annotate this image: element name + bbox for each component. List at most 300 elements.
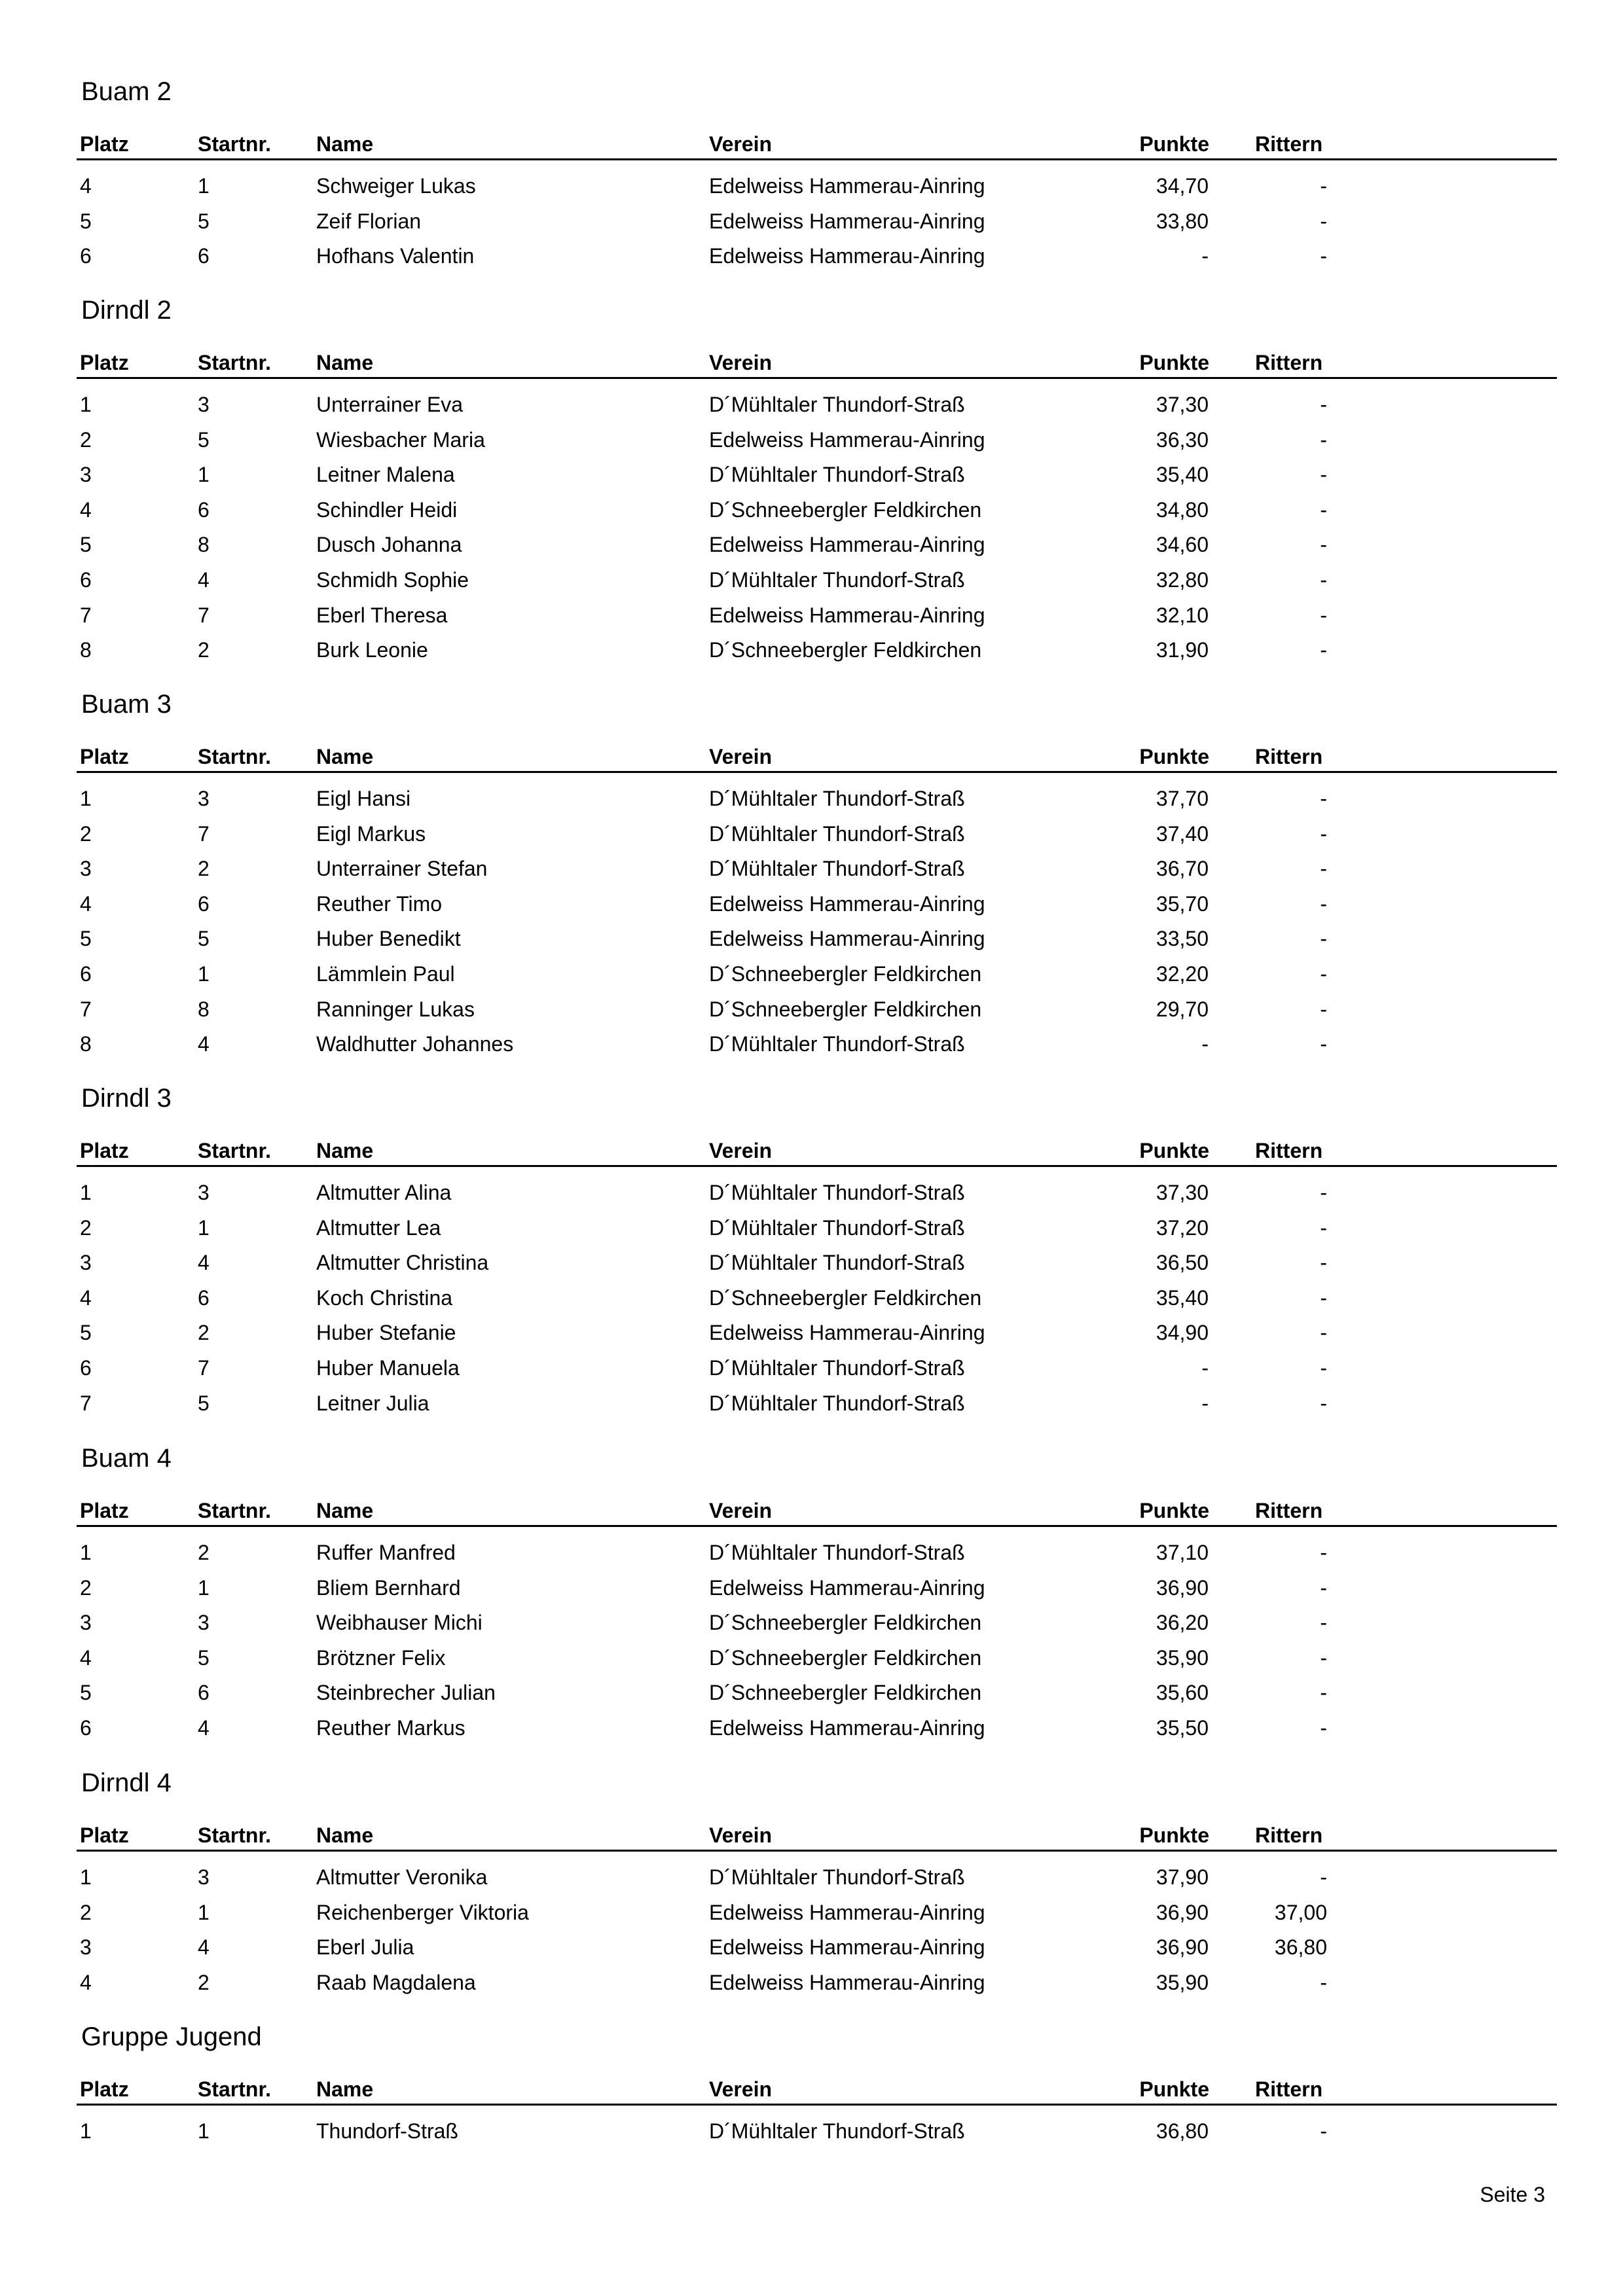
punkte-cell: 35,90: [1156, 1970, 1209, 1994]
verein-cell: Edelweiss Hammerau-Ainring: [709, 1970, 985, 1994]
table-row: [0, 461, 1623, 497]
rittern-cell: -: [1320, 1645, 1327, 1670]
punkte-cell: 36,80: [1156, 2119, 1209, 2143]
verein-cell: D´Mühltaler Thundorf-Straß: [709, 1541, 965, 1564]
punkte-cell: 35,50: [1156, 1715, 1209, 1740]
verein-cell: D´Mühltaler Thundorf-Straß: [709, 393, 965, 416]
name-cell: Altmutter Alina: [316, 1181, 452, 1204]
startnr-cell: 1: [198, 1900, 210, 1924]
column-header-verein: Verein: [709, 1823, 773, 1847]
rittern-cell: -: [1320, 961, 1327, 986]
punkte-cell: 34,80: [1156, 497, 1209, 522]
table-row: [0, 785, 1623, 821]
platz-cell: 3: [80, 1251, 92, 1275]
table-row: [0, 821, 1623, 856]
platz-cell: 5: [80, 927, 92, 951]
column-header-punkte: Punkte: [1139, 1139, 1209, 1162]
column-header-platz: Platz: [80, 132, 129, 156]
rittern-cell: -: [1320, 787, 1327, 810]
verein-cell: D´Mühltaler Thundorf-Straß: [709, 1251, 965, 1275]
column-header-name: Name: [316, 1499, 374, 1522]
rittern-cell: -: [1320, 821, 1327, 846]
rittern-cell: -: [1320, 927, 1327, 951]
platz-cell: 4: [80, 891, 92, 916]
rittern-cell: -: [1320, 1681, 1327, 1705]
table-row: [0, 1934, 1623, 1969]
verein-cell: D´Schneebergler Feldkirchen: [709, 638, 982, 662]
verein-cell: D´Mühltaler Thundorf-Straß: [709, 787, 965, 810]
punkte-cell: 36,30: [1156, 427, 1209, 452]
column-header-punkte: Punkte: [1139, 2077, 1209, 2101]
name-cell: Eberl Julia: [316, 1935, 414, 1960]
table-row: [0, 1609, 1623, 1645]
punkte-cell: 37,90: [1156, 1865, 1209, 1889]
verein-cell: D´Mühltaler Thundorf-Straß: [709, 1355, 965, 1380]
platz-cell: 3: [80, 1935, 92, 1960]
startnr-cell: 2: [198, 1321, 210, 1345]
punkte-cell: 35,70: [1156, 891, 1209, 916]
column-header-punkte: Punkte: [1139, 1823, 1209, 1847]
header-divider: [77, 2104, 1557, 2106]
rittern-cell: -: [1320, 393, 1327, 416]
platz-cell: 6: [80, 567, 92, 592]
column-header-startnr: Startnr.: [198, 1499, 272, 1522]
column-header-punkte: Punkte: [1139, 132, 1209, 156]
column-header-verein: Verein: [709, 351, 773, 374]
punkte-cell: 32,10: [1156, 603, 1209, 627]
startnr-cell: 5: [198, 209, 210, 233]
punkte-cell: 33,50: [1156, 927, 1209, 951]
rittern-cell: -: [1320, 463, 1327, 487]
name-cell: Huber Manuela: [316, 1355, 460, 1380]
column-header-platz: Platz: [80, 1823, 129, 1847]
rittern-cell: -: [1320, 1391, 1327, 1415]
table-row: [0, 891, 1623, 926]
table-row: [0, 567, 1623, 602]
column-header-verein: Verein: [709, 132, 773, 156]
column-header-startnr: Startnr.: [198, 132, 272, 156]
punkte-cell: 36,20: [1156, 1611, 1209, 1635]
startnr-cell: 7: [198, 1355, 210, 1380]
table-header: [0, 1138, 1623, 1164]
startnr-cell: 3: [198, 1865, 210, 1889]
startnr-cell: 1: [198, 1575, 210, 1600]
column-header-punkte: Punkte: [1139, 745, 1209, 768]
verein-cell: Edelweiss Hammerau-Ainring: [709, 174, 985, 198]
platz-cell: 8: [80, 638, 92, 662]
name-cell: Burk Leonie: [316, 638, 428, 662]
punkte-cell: 34,70: [1156, 174, 1209, 198]
table-row: [0, 173, 1623, 208]
table-row: [0, 1319, 1623, 1355]
table-row: [0, 243, 1623, 278]
platz-cell: 6: [80, 1355, 92, 1380]
column-header-verein: Verein: [709, 1499, 773, 1522]
startnr-cell: 3: [198, 1181, 210, 1204]
name-cell: Unterrainer Stefan: [316, 857, 488, 881]
table-body: [0, 1864, 1623, 2004]
table-header: [0, 1822, 1623, 1848]
column-header-verein: Verein: [709, 1139, 773, 1162]
name-cell: Schweiger Lukas: [316, 174, 476, 198]
table-row: [0, 1715, 1623, 1750]
punkte-cell: 33,80: [1156, 209, 1209, 233]
table-row: [0, 637, 1623, 672]
section-title: Buam 3: [81, 690, 172, 719]
name-cell: Unterrainer Eva: [316, 393, 464, 416]
rittern-cell: -: [1320, 1575, 1327, 1600]
startnr-cell: 5: [198, 927, 210, 951]
rittern-cell: -: [1320, 244, 1327, 268]
table-row: [0, 1864, 1623, 1899]
rittern-cell: -: [1320, 1032, 1327, 1056]
startnr-cell: 4: [198, 1251, 210, 1275]
platz-cell: 1: [80, 1541, 92, 1564]
platz-cell: 2: [80, 821, 92, 846]
punkte-cell: 37,20: [1156, 1215, 1209, 1240]
name-cell: Thundorf-Straß: [316, 2119, 458, 2143]
section-title: Dirndl 2: [81, 296, 172, 325]
punkte-cell: 35,60: [1156, 1681, 1209, 1705]
table-row: [0, 961, 1623, 996]
verein-cell: Edelweiss Hammerau-Ainring: [709, 1575, 985, 1600]
platz-cell: 2: [80, 1575, 92, 1600]
verein-cell: D´Mühltaler Thundorf-Straß: [709, 463, 965, 487]
table-header: [0, 744, 1623, 770]
name-cell: Waldhutter Johannes: [316, 1032, 514, 1056]
punkte-cell: -: [1201, 1355, 1209, 1380]
punkte-cell: 37,10: [1156, 1541, 1209, 1564]
verein-cell: D´Mühltaler Thundorf-Straß: [709, 1215, 965, 1240]
table-row: [0, 1390, 1623, 1426]
rittern-cell: -: [1320, 1215, 1327, 1240]
table-row: [0, 602, 1623, 637]
column-header-startnr: Startnr.: [198, 1139, 272, 1162]
name-cell: Bliem Bernhard: [316, 1575, 461, 1600]
name-cell: Koch Christina: [316, 1285, 453, 1310]
verein-cell: D´Mühltaler Thundorf-Straß: [709, 2119, 965, 2143]
platz-cell: 1: [80, 1181, 92, 1204]
platz-cell: 1: [80, 787, 92, 810]
rittern-cell: 37,00: [1274, 1900, 1327, 1924]
table-row: [0, 497, 1623, 532]
name-cell: Weibhauser Michi: [316, 1611, 483, 1635]
table-row: [0, 427, 1623, 462]
platz-cell: 4: [80, 1970, 92, 1994]
table-row: [0, 1249, 1623, 1285]
verein-cell: Edelweiss Hammerau-Ainring: [709, 1935, 985, 1960]
section-title: Dirndl 3: [81, 1084, 172, 1113]
startnr-cell: 6: [198, 244, 210, 268]
column-header-startnr: Startnr.: [198, 745, 272, 768]
startnr-cell: 8: [198, 997, 210, 1021]
table-row: [0, 1215, 1623, 1250]
startnr-cell: 7: [198, 821, 210, 846]
column-header-punkte: Punkte: [1139, 1499, 1209, 1522]
table-row: [0, 2118, 1623, 2153]
startnr-cell: 5: [198, 427, 210, 452]
verein-cell: Edelweiss Hammerau-Ainring: [709, 603, 985, 627]
startnr-cell: 2: [198, 638, 210, 662]
name-cell: Raab Magdalena: [316, 1970, 476, 1994]
column-header-rittern: Rittern: [1255, 2077, 1323, 2101]
punkte-cell: 36,90: [1156, 1575, 1209, 1600]
table-row: [0, 391, 1623, 427]
platz-cell: 5: [80, 1321, 92, 1345]
table-row: [0, 1899, 1623, 1935]
startnr-cell: 5: [198, 1645, 210, 1670]
column-header-rittern: Rittern: [1255, 745, 1323, 768]
name-cell: Schindler Heidi: [316, 497, 458, 522]
header-divider: [77, 1165, 1557, 1167]
punkte-cell: 35,40: [1156, 1285, 1209, 1310]
table-row: [0, 1539, 1623, 1575]
verein-cell: D´Schneebergler Feldkirchen: [709, 1645, 982, 1670]
verein-cell: D´Mühltaler Thundorf-Straß: [709, 1865, 965, 1889]
punkte-cell: 35,40: [1156, 463, 1209, 487]
table-row: [0, 208, 1623, 243]
platz-cell: 1: [80, 2119, 92, 2143]
startnr-cell: 8: [198, 533, 210, 557]
header-divider: [77, 1850, 1557, 1852]
table-row: [0, 1969, 1623, 2005]
table-row: [0, 855, 1623, 891]
table-header: [0, 131, 1623, 157]
platz-cell: 1: [80, 1865, 92, 1889]
rittern-cell: -: [1320, 638, 1327, 662]
column-header-name: Name: [316, 351, 374, 374]
punkte-cell: 34,90: [1156, 1321, 1209, 1345]
punkte-cell: 36,90: [1156, 1935, 1209, 1960]
punkte-cell: 31,90: [1156, 638, 1209, 662]
verein-cell: Edelweiss Hammerau-Ainring: [709, 1321, 985, 1345]
column-header-verein: Verein: [709, 2077, 773, 2101]
table-body: [0, 2118, 1623, 2153]
platz-cell: 3: [80, 857, 92, 881]
column-header-verein: Verein: [709, 745, 773, 768]
name-cell: Wiesbacher Maria: [316, 427, 485, 452]
column-header-rittern: Rittern: [1255, 1499, 1323, 1522]
column-header-name: Name: [316, 745, 374, 768]
column-header-platz: Platz: [80, 351, 129, 374]
punkte-cell: 29,70: [1156, 997, 1209, 1021]
name-cell: Hofhans Valentin: [316, 244, 475, 268]
column-header-startnr: Startnr.: [198, 1823, 272, 1847]
platz-cell: 7: [80, 997, 92, 1021]
name-cell: Ruffer Manfred: [316, 1541, 456, 1564]
column-header-name: Name: [316, 2077, 374, 2101]
rittern-cell: -: [1320, 1865, 1327, 1889]
name-cell: Reuther Timo: [316, 891, 443, 916]
verein-cell: D´Mühltaler Thundorf-Straß: [709, 1391, 965, 1415]
startnr-cell: 6: [198, 891, 210, 916]
verein-cell: Edelweiss Hammerau-Ainring: [709, 1715, 985, 1740]
section-title: Gruppe Jugend: [81, 2022, 262, 2051]
verein-cell: D´Schneebergler Feldkirchen: [709, 1611, 982, 1635]
name-cell: Huber Benedikt: [316, 927, 461, 951]
table-row: [0, 1285, 1623, 1320]
name-cell: Brötzner Felix: [316, 1645, 446, 1670]
platz-cell: 1: [80, 393, 92, 416]
name-cell: Eigl Hansi: [316, 787, 411, 810]
name-cell: Ranninger Lukas: [316, 997, 475, 1021]
rittern-cell: -: [1320, 891, 1327, 916]
table-row: [0, 925, 1623, 961]
platz-cell: 7: [80, 603, 92, 627]
rittern-cell: 36,80: [1274, 1935, 1327, 1960]
platz-cell: 6: [80, 244, 92, 268]
name-cell: Eigl Markus: [316, 821, 426, 846]
table-header: [0, 350, 1623, 376]
platz-cell: 3: [80, 1611, 92, 1635]
punkte-cell: 32,80: [1156, 567, 1209, 592]
verein-cell: Edelweiss Hammerau-Ainring: [709, 244, 985, 268]
rittern-cell: -: [1320, 497, 1327, 522]
startnr-cell: 3: [198, 393, 210, 416]
rittern-cell: -: [1320, 1285, 1327, 1310]
rittern-cell: -: [1320, 603, 1327, 627]
rittern-cell: -: [1320, 1541, 1327, 1564]
name-cell: Altmutter Lea: [316, 1215, 441, 1240]
punkte-cell: -: [1201, 244, 1209, 268]
table-body: [0, 1179, 1623, 1425]
table-row: [0, 996, 1623, 1031]
name-cell: Lämmlein Paul: [316, 961, 455, 986]
verein-cell: Edelweiss Hammerau-Ainring: [709, 427, 985, 452]
column-header-platz: Platz: [80, 745, 129, 768]
verein-cell: D´Schneebergler Feldkirchen: [709, 997, 982, 1021]
platz-cell: 6: [80, 961, 92, 986]
verein-cell: D´Mühltaler Thundorf-Straß: [709, 857, 965, 881]
name-cell: Altmutter Christina: [316, 1251, 489, 1275]
punkte-cell: 36,70: [1156, 857, 1209, 881]
startnr-cell: 5: [198, 1391, 210, 1415]
name-cell: Leitner Julia: [316, 1391, 429, 1415]
startnr-cell: 1: [198, 961, 210, 986]
platz-cell: 2: [80, 1900, 92, 1924]
verein-cell: Edelweiss Hammerau-Ainring: [709, 533, 985, 557]
rittern-cell: -: [1320, 567, 1327, 592]
punkte-cell: 32,20: [1156, 961, 1209, 986]
punkte-cell: 37,70: [1156, 787, 1209, 810]
table-header: [0, 2076, 1623, 2102]
startnr-cell: 7: [198, 603, 210, 627]
platz-cell: 8: [80, 1032, 92, 1056]
table-body: [0, 173, 1623, 278]
platz-cell: 2: [80, 1215, 92, 1240]
name-cell: Leitner Malena: [316, 463, 455, 487]
rittern-cell: -: [1320, 1181, 1327, 1204]
table-body: [0, 391, 1623, 672]
table-row: [0, 1645, 1623, 1680]
rittern-cell: -: [1320, 209, 1327, 233]
section-title: Buam 2: [81, 77, 172, 106]
startnr-cell: 1: [198, 174, 210, 198]
table-row: [0, 1355, 1623, 1390]
platz-cell: 3: [80, 463, 92, 487]
table-row: [0, 1575, 1623, 1610]
startnr-cell: 6: [198, 497, 210, 522]
rittern-cell: -: [1320, 427, 1327, 452]
rittern-cell: -: [1320, 533, 1327, 557]
header-divider: [77, 771, 1557, 773]
startnr-cell: 4: [198, 1032, 210, 1056]
startnr-cell: 1: [198, 1215, 210, 1240]
startnr-cell: 3: [198, 1611, 210, 1635]
name-cell: Altmutter Veronika: [316, 1865, 488, 1889]
startnr-cell: 4: [198, 567, 210, 592]
rittern-cell: -: [1320, 1611, 1327, 1635]
rittern-cell: -: [1320, 1715, 1327, 1740]
column-header-platz: Platz: [80, 2077, 129, 2101]
column-header-startnr: Startnr.: [198, 2077, 272, 2101]
platz-cell: 5: [80, 533, 92, 557]
rittern-cell: -: [1320, 857, 1327, 881]
table-body: [0, 785, 1623, 1066]
punkte-cell: -: [1201, 1391, 1209, 1415]
punkte-cell: 36,90: [1156, 1900, 1209, 1924]
startnr-cell: 6: [198, 1681, 210, 1705]
punkte-cell: 36,50: [1156, 1251, 1209, 1275]
rittern-cell: -: [1320, 1355, 1327, 1380]
verein-cell: Edelweiss Hammerau-Ainring: [709, 1900, 985, 1924]
header-divider: [77, 158, 1557, 160]
platz-cell: 5: [80, 1681, 92, 1705]
verein-cell: D´Schneebergler Feldkirchen: [709, 1285, 982, 1310]
punkte-cell: 37,30: [1156, 393, 1209, 416]
name-cell: Zeif Florian: [316, 209, 422, 233]
section-title: Buam 4: [81, 1444, 172, 1473]
page-number: Seite 3: [1480, 2183, 1545, 2206]
startnr-cell: 2: [198, 857, 210, 881]
column-header-rittern: Rittern: [1255, 351, 1323, 374]
verein-cell: Edelweiss Hammerau-Ainring: [709, 927, 985, 951]
header-divider: [77, 377, 1557, 379]
startnr-cell: 1: [198, 463, 210, 487]
column-header-name: Name: [316, 132, 374, 156]
table-row: [0, 1679, 1623, 1715]
startnr-cell: 4: [198, 1935, 210, 1960]
platz-cell: 6: [80, 1715, 92, 1740]
rittern-cell: -: [1320, 1321, 1327, 1345]
startnr-cell: 4: [198, 1715, 210, 1740]
column-header-punkte: Punkte: [1139, 351, 1209, 374]
table-row: [0, 531, 1623, 567]
startnr-cell: 2: [198, 1970, 210, 1994]
rittern-cell: -: [1320, 174, 1327, 198]
verein-cell: D´Mühltaler Thundorf-Straß: [709, 821, 965, 846]
table-row: [0, 1031, 1623, 1066]
rittern-cell: -: [1320, 1970, 1327, 1994]
table-row: [0, 1179, 1623, 1215]
verein-cell: Edelweiss Hammerau-Ainring: [709, 209, 985, 233]
platz-cell: 4: [80, 1285, 92, 1310]
startnr-cell: 1: [198, 2119, 210, 2143]
verein-cell: D´Schneebergler Feldkirchen: [709, 497, 982, 522]
startnr-cell: 2: [198, 1541, 210, 1564]
verein-cell: D´Schneebergler Feldkirchen: [709, 1681, 982, 1705]
platz-cell: 4: [80, 497, 92, 522]
verein-cell: D´Mühltaler Thundorf-Straß: [709, 1032, 965, 1056]
verein-cell: D´Schneebergler Feldkirchen: [709, 961, 982, 986]
section-title: Dirndl 4: [81, 1768, 172, 1797]
column-header-platz: Platz: [80, 1499, 129, 1522]
column-header-startnr: Startnr.: [198, 351, 272, 374]
punkte-cell: 34,60: [1156, 533, 1209, 557]
punkte-cell: -: [1201, 1032, 1209, 1056]
table-body: [0, 1539, 1623, 1750]
name-cell: Steinbrecher Julian: [316, 1681, 496, 1705]
